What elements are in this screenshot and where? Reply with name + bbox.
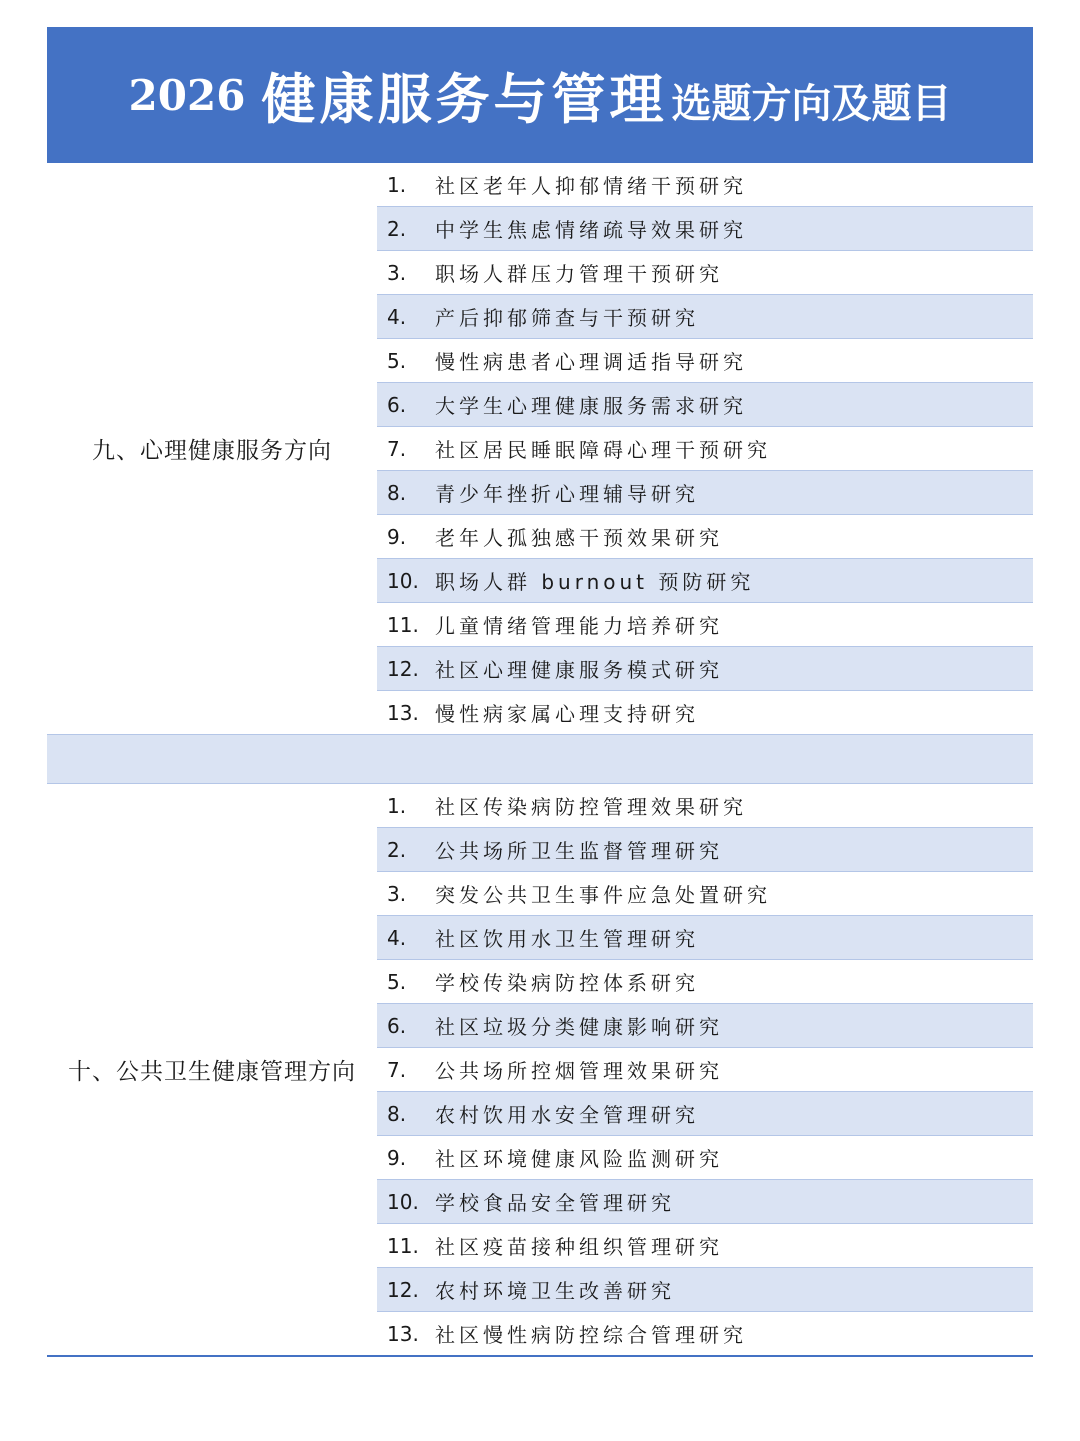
topic-title: 青少年挫折心理辅导研究	[435, 482, 699, 506]
topic-row	[377, 828, 1033, 872]
topic-number: 6.	[387, 1013, 407, 1038]
topic-row	[377, 515, 1033, 559]
topic-number: 2.	[387, 837, 407, 862]
topic-title: 中学生焦虑情绪疏导效果研究	[435, 218, 747, 242]
topic-number: 12.	[387, 1277, 419, 1302]
topic-title: 学校传染病防控体系研究	[435, 971, 699, 995]
topic-title: 社区疫苗接种组织管理研究	[435, 1235, 723, 1259]
topic-number: 13.	[387, 700, 419, 725]
topic-row	[377, 1092, 1033, 1136]
topic-title: 社区居民睡眠障碍心理干预研究	[435, 438, 771, 462]
topic-row	[377, 295, 1033, 339]
topic-row	[377, 1004, 1033, 1048]
section-psychology	[47, 163, 1033, 734]
topic-number: 10.	[387, 1189, 419, 1214]
topic-row	[377, 383, 1033, 427]
category-label: 十、公共卫生健康管理方向	[68, 1059, 356, 1085]
topic-list	[377, 163, 1033, 734]
topic-title: 产后抑郁筛查与干预研究	[435, 306, 699, 330]
topic-row	[377, 960, 1033, 1004]
topic-number: 11.	[387, 612, 419, 637]
topic-row	[377, 647, 1033, 691]
topic-title: 突发公共卫生事件应急处置研究	[435, 883, 771, 907]
topic-title: 大学生心理健康服务需求研究	[435, 394, 747, 418]
topic-row	[377, 339, 1033, 383]
topic-title: 老年人孤独感干预效果研究	[435, 526, 723, 550]
topic-number: 12.	[387, 656, 419, 681]
topic-title: 公共场所控烟管理效果研究	[435, 1059, 723, 1083]
topic-number: 1.	[387, 793, 407, 818]
topic-number: 5.	[387, 348, 407, 373]
topic-title: 职场人群压力管理干预研究	[435, 262, 723, 286]
topic-number: 1.	[387, 172, 407, 197]
topic-number: 4.	[387, 925, 407, 950]
topic-row	[377, 163, 1033, 207]
topic-number: 11.	[387, 1233, 419, 1258]
topic-row	[377, 207, 1033, 251]
topic-number: 10.	[387, 568, 419, 593]
topic-title: 社区慢性病防控综合管理研究	[435, 1323, 747, 1347]
topic-row	[377, 251, 1033, 295]
bottom-rule	[47, 1355, 1033, 1357]
title-banner	[47, 27, 1033, 163]
topic-title: 慢性病家属心理支持研究	[435, 702, 699, 726]
category-label: 九、心理健康服务方向	[92, 438, 332, 464]
topic-number: 5.	[387, 969, 407, 994]
topic-number: 13.	[387, 1321, 419, 1346]
topic-number: 3.	[387, 260, 407, 285]
topic-row	[377, 1312, 1033, 1355]
topic-row	[377, 471, 1033, 515]
section-divider	[47, 734, 1033, 784]
title-year: 2026	[128, 70, 246, 120]
topic-sheet	[47, 27, 1033, 1357]
topic-list	[377, 784, 1033, 1355]
topic-number: 7.	[387, 1057, 407, 1082]
topic-title: 公共场所卫生监督管理研究	[435, 839, 723, 863]
topic-number: 2.	[387, 216, 407, 241]
topic-row	[377, 784, 1033, 828]
topic-number: 8.	[387, 480, 407, 505]
topic-row	[377, 603, 1033, 647]
topic-row	[377, 559, 1033, 603]
topic-row	[377, 1224, 1033, 1268]
section-public-health	[47, 784, 1033, 1355]
topic-number: 9.	[387, 1145, 407, 1170]
title-sub: 选题方向及题目	[671, 80, 952, 127]
topic-number: 7.	[387, 436, 407, 461]
topic-title: 社区饮用水卫生管理研究	[435, 927, 699, 951]
topic-row	[377, 691, 1033, 734]
topic-title: 社区传染病防控管理效果研究	[435, 795, 747, 819]
topic-title: 社区心理健康服务模式研究	[435, 658, 723, 682]
topic-title: 职场人群 burnout 预防研究	[435, 570, 755, 594]
topic-title: 慢性病患者心理调适指导研究	[435, 350, 747, 374]
topic-number: 4.	[387, 304, 407, 329]
topic-title: 农村环境卫生改善研究	[435, 1279, 675, 1303]
topic-row	[377, 1180, 1033, 1224]
topic-title: 学校食品安全管理研究	[435, 1191, 675, 1215]
topic-title: 农村饮用水安全管理研究	[435, 1103, 699, 1127]
topic-row	[377, 427, 1033, 471]
topic-number: 3.	[387, 881, 407, 906]
title-main: 健康服务与管理	[261, 67, 668, 131]
topic-title: 社区环境健康风险监测研究	[435, 1147, 723, 1171]
topic-number: 8.	[387, 1101, 407, 1126]
topic-number: 9.	[387, 524, 407, 549]
topic-row	[377, 1048, 1033, 1092]
topic-number: 6.	[387, 392, 407, 417]
topic-row	[377, 916, 1033, 960]
topic-title: 社区老年人抑郁情绪干预研究	[435, 174, 747, 198]
topic-row	[377, 1136, 1033, 1180]
topic-row	[377, 872, 1033, 916]
topic-title: 儿童情绪管理能力培养研究	[435, 614, 723, 638]
topic-row	[377, 1268, 1033, 1312]
topic-title: 社区垃圾分类健康影响研究	[435, 1015, 723, 1039]
